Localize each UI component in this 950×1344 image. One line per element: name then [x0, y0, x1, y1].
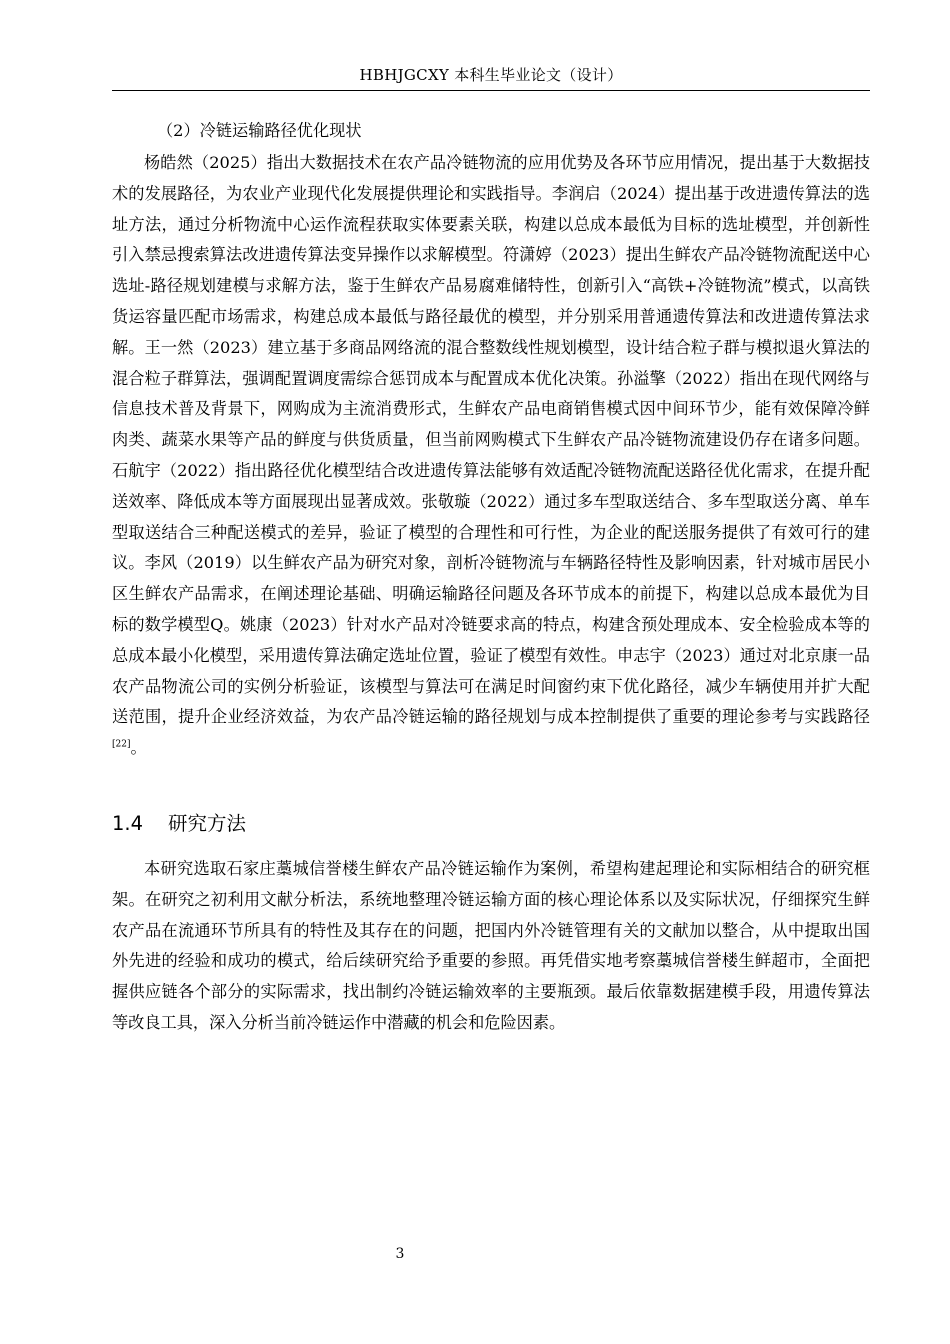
subsection-title: （2）冷链运输路径优化现状 — [157, 121, 362, 140]
citation-ref: [22] — [112, 739, 131, 750]
section-heading — [112, 809, 870, 839]
section-number: 1.4 — [112, 811, 144, 835]
paragraph-research-method: 本研究选取石家庄藁城信誉楼生鲜农产品冷链运输作为案例，希望构建起理论和实际相结合的研究框架。在研究之初利用文献分析法，系统地整理冷链运输方面的核心理论体系以及实际状况，仔细探究生鲜农产品在流通环节所具有的特性及其存在的问题，把国内外冷链管理有关的文献加以整合，从中提取出国外先进的经验和成功的模式，给后续研究给予重要的参照。再凭借实地考察藁城信誉楼生鲜超市，全面把握供应链各个部分的实际需求，找出制约冷链运输效率的主要瓶颈。最后依靠数据建模手段，用遗传算法等改良工具，深入分析当前冷链运作中潜藏的机会和危险因素。 — [112, 858, 870, 1032]
paragraph-route-optimization-text: 杨皓然（2025）指出大数据技术在农产品冷链物流的应用优势及各环节应用情况，提出基于大数据技术的发展路径，为农业产业现代化发展提供理论和实践指导。李润启（2024）提出基于改进遗传算法的选址方法，通过分析物流中心运作流程获取实体要素关联，构建以总成本最低为目标的选址模型，并创新性引入禁忌搜索算法改进遗传算法变异操作以求解模型。符潇婷（2023）提出生鲜农产品冷链物流配送中心选址-路径规划建模与求解方法，鉴于生鲜农产品易腐难储特性，创新引入“高铁+冷链物流”模式，以高铁货运容量匹配市场需求，构建总成本最低与路径最优的模型，并分别采用普通遗传算法和改进遗传算法求解。王一然（2023）建立基于多商品网络流的混合整数线性规划模型，设计结合粒子群与模拟退火算法的混合粒子群算法，强调配置调度需综合惩罚成本与配置成本优化决策。孙溢擎（2022）指出在现代网络与信息技术普及背景下，网购成为主流消费形式，生鲜农产品电商销售模式因中间环节少，能有效保障冷鲜肉类、蔬菜水果等产品的鲜度与供货质量，但当前网购模式下生鲜农产品冷链物流建设仍存在诸多问题。石航宇（2022）指出路径优化模型结合改进遗传算法能够有效适配冷链物流配送路径优化需求，在提升配送效率、降低成本等方面展现出显著成效。张敬璇（2022）通过多车型取送结合、多车型取送分离、单车型取送结合三种配送模式的差异，验证了模型的合理性和可行性，为企业的配送服务提供了有效可行的建议。李风（2019）以生鲜农产品为研究对象，剖析冷链物流与车辆路径特性及影响因素，针对城市居民小区生鲜农产品需求，在阐述理论基础、明确运输路径问题及各环节成本的前提下，构建以总成本最优为目标的数学模型Q。姚康（2023）针对水产品对冷链要求高的特点，构建含预处理成本、安全检验成本等的总成本最小化模型，采用遗传算法确定选址位置，验证了模型有效性。申志宇（2023）通过对北京康一品农产品物流公司的实例分析验证，该模型与算法可在满足时间窗约束下优化路径，减少车辆使用并扩大配送范围，提升企业经济效益，为农产品冷链运输的路径规划与成本控制提供了重要的理论参考与实践路径 — [112, 153, 870, 727]
paragraph-end-mark: 。 — [130, 738, 147, 758]
header-rule — [112, 90, 870, 91]
page-header: HBHJGCXY 本科生毕业论文（设计） — [359, 66, 623, 84]
paragraph-route-optimization — [112, 148, 870, 764]
page-number: 3 — [395, 1246, 405, 1262]
section-title: 研究方法 — [168, 811, 247, 835]
document-body — [112, 114, 870, 1039]
